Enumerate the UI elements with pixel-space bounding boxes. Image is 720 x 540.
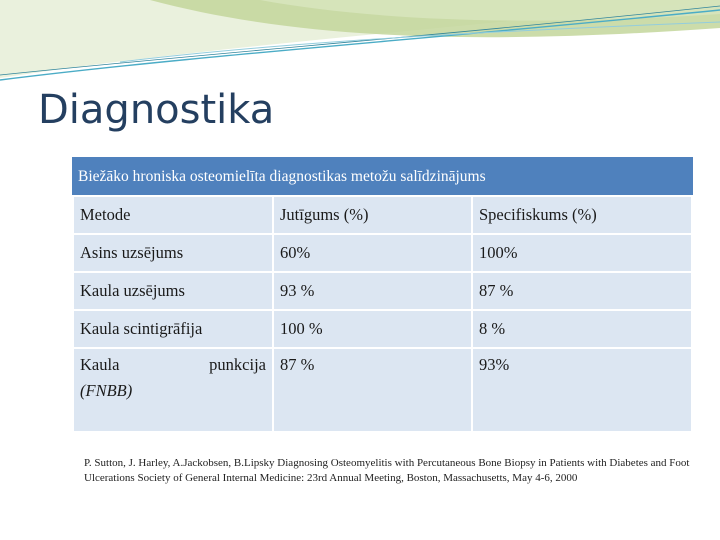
table-header-row — [73, 196, 692, 234]
table-row — [73, 272, 692, 310]
table-row — [73, 234, 692, 272]
table-row — [73, 348, 692, 432]
row-sensitivity: 100 % — [273, 310, 472, 348]
row-specificity: 100% — [472, 234, 692, 272]
method-word-1: Kaula — [80, 355, 120, 374]
table-caption: Biežāko hroniska osteomielīta diagnostikas metožu salīdzinājums — [72, 157, 693, 195]
row-specificity: 87 % — [472, 272, 692, 310]
table-row — [73, 310, 692, 348]
header-method: Metode — [73, 196, 273, 234]
reference-citation: P. Sutton, J. Harley, A.Jackobsen, B.Lipsky Diagnosing Osteomyelitis with Percutaneous Bone Biopsy in Patients with Diabetes and Foot Ulcerations Society of General Internal Medicine: 23rd Annual Meeting, Boston, Massachusetts, May 4-6, 2000 — [84, 457, 690, 484]
method-note: (FNBB) — [80, 381, 133, 400]
row-sensitivity: 60% — [273, 234, 472, 272]
slide-title: Diagnostika — [38, 87, 275, 133]
row-sensitivity: 87 % — [273, 348, 472, 432]
header-decoration — [0, 0, 720, 90]
header-sensitivity: Jutīgums (%) — [273, 196, 472, 234]
method-word-2: punkcija — [209, 355, 266, 374]
header-specificity: Specifiskums (%) — [472, 196, 692, 234]
row-method — [73, 348, 273, 432]
row-sensitivity: 93 % — [273, 272, 472, 310]
row-method: Asins uzsējums — [73, 234, 273, 272]
row-method: Kaula uzsējums — [73, 272, 273, 310]
row-method: Kaula scintigrāfija — [73, 310, 273, 348]
row-specificity: 93% — [472, 348, 692, 432]
comparison-table — [72, 157, 693, 433]
row-specificity: 8 % — [472, 310, 692, 348]
